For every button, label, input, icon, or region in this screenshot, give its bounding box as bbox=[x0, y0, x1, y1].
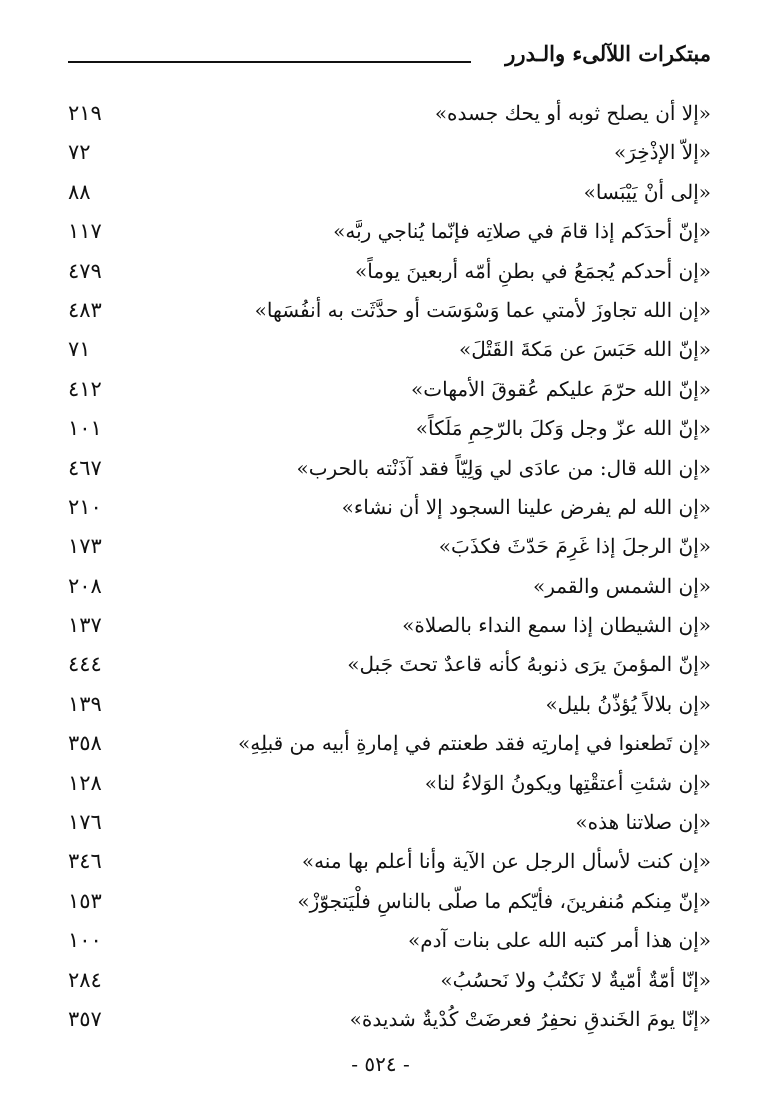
entry-page-number: ١٠١ bbox=[68, 416, 102, 441]
index-entry bbox=[68, 94, 711, 133]
entry-text: «إلى أنْ يَيْبَسا» bbox=[583, 179, 711, 204]
index-entry bbox=[68, 330, 711, 369]
entry-text: «إن بلالاً يُؤذّنُ بليل» bbox=[545, 691, 711, 716]
entry-page-number: ١٥٣ bbox=[68, 888, 102, 913]
entry-page-number: ٤١٢ bbox=[68, 376, 102, 401]
index-entry bbox=[68, 133, 711, 172]
index-entry bbox=[68, 173, 711, 212]
index-entry bbox=[68, 409, 711, 448]
entry-text: «إنّ الله عزّ وجل وَكلَ بالرّحِمِ مَلَكاً» bbox=[415, 416, 711, 441]
entry-page-number: ٧١ bbox=[68, 337, 91, 362]
entry-page-number: ٤٧٩ bbox=[68, 258, 102, 283]
entry-text: «إن تَطعنوا في إمارتِه فقد طعنتم في إمارةِ أبيه من قبلِهِ» bbox=[238, 731, 711, 756]
index-entry bbox=[68, 291, 711, 330]
index-entry bbox=[68, 1000, 711, 1039]
entry-text: «إن صلاتنا هذه» bbox=[575, 810, 711, 835]
index-entry bbox=[68, 645, 711, 684]
entry-text: «إنّ أحدَكم إذا قامَ في صلاتِه فإنّما يُناجي ربَّه» bbox=[333, 219, 711, 244]
entry-page-number: ١١٧ bbox=[68, 219, 102, 244]
index-entry bbox=[68, 724, 711, 763]
entry-page-number: ٣٥٧ bbox=[68, 1006, 102, 1031]
entry-text: «إن الله تجاوزَ لأمتي عما وَسْوَسَت أو حدَّثَت به أنفُسَها» bbox=[254, 297, 711, 322]
index-entry bbox=[68, 212, 711, 251]
running-header bbox=[68, 34, 711, 74]
entry-page-number: ٢١٩ bbox=[68, 101, 102, 125]
entry-page-number: ٢٠٨ bbox=[68, 573, 102, 598]
index-entry bbox=[68, 370, 711, 409]
entry-text: «إلاّ الإذْخِرَ» bbox=[613, 140, 711, 165]
entry-text: «إن أحدكم يُجمَعُ في بطنِ أمّه أربعينَ يوماً» bbox=[355, 258, 711, 283]
entry-text: «إن شئتِ أعتقْتِها ويكونُ الوَلاءُ لنا» bbox=[424, 770, 711, 795]
entry-page-number: ١٣٧ bbox=[68, 613, 102, 638]
entry-text: «إن الشيطان إذا سمع النداء بالصلاة» bbox=[402, 613, 711, 638]
entry-page-number: ١٧٦ bbox=[68, 810, 102, 835]
entry-text: «إن الله لم يفرض علينا السجود إلا أن نشاء» bbox=[341, 494, 711, 519]
entry-text: «إلا أن يصلح ثوبه أو يحك جسده» bbox=[434, 101, 711, 125]
header-title: مبتكرات اللآلىء والـدرر bbox=[505, 41, 711, 66]
index-entry bbox=[68, 961, 711, 1000]
entry-text: «إنّا يومَ الخَندقِ نحفِرُ فعرضَتْ كُدْيةٌ شديدة» bbox=[349, 1006, 711, 1031]
index-entry bbox=[68, 685, 711, 724]
entry-page-number: ٤٤٤ bbox=[68, 652, 102, 677]
entry-text: «إنّا أمّةٌ أمّيةٌ لا نَكتُبُ ولا نَحسُبُ» bbox=[440, 967, 711, 992]
entry-page-number: ٤٨٣ bbox=[68, 297, 102, 322]
entry-text: «إنّ المؤمنَ يرَى ذنوبهُ كأنه قاعدٌ تحتَ جَبل» bbox=[347, 652, 711, 677]
hadith-index-list bbox=[68, 94, 711, 1039]
index-entry bbox=[68, 606, 711, 645]
entry-text: «إن هذا أمر كتبه الله على بنات آدم» bbox=[407, 928, 711, 953]
entry-page-number: ٣٥٨ bbox=[68, 731, 102, 756]
index-entry bbox=[68, 488, 711, 527]
entry-text: «إن الله قال: من عادَى لي وَلِيّاً فقد آذَنْته بالحرب» bbox=[296, 455, 711, 480]
index-entry bbox=[68, 252, 711, 291]
index-entry bbox=[68, 527, 711, 566]
page-number: - ٥٢٤ - bbox=[351, 1052, 410, 1076]
entry-page-number: ١٧٣ bbox=[68, 534, 102, 559]
entry-page-number: ١٢٨ bbox=[68, 770, 102, 795]
entry-page-number: ١٠٠ bbox=[68, 928, 102, 953]
entry-text: «إن كنت لأسأل الرجل عن الآية وأنا أعلم بها منه» bbox=[301, 849, 711, 874]
entry-page-number: ٢٨٤ bbox=[68, 967, 102, 992]
entry-page-number: ٢١٠ bbox=[68, 494, 102, 519]
index-entry bbox=[68, 803, 711, 842]
entry-page-number: ٧٢ bbox=[68, 140, 91, 165]
entry-text: «إنّ الله حَبَسَ عن مَكةَ القَتْلَ» bbox=[459, 337, 711, 362]
index-entry bbox=[68, 449, 711, 488]
entry-page-number: ٣٤٦ bbox=[68, 849, 102, 874]
header-rule bbox=[68, 61, 471, 63]
index-entry bbox=[68, 764, 711, 803]
entry-text: «إنّ الله حرّمَ عليكم عُقوقَ الأمهات» bbox=[411, 376, 711, 401]
entry-text: «إنّ الرجلَ إذا غَرِمَ حَدّثَ فكذَبَ» bbox=[438, 534, 711, 559]
index-entry bbox=[68, 567, 711, 606]
index-entry bbox=[68, 842, 711, 881]
entry-text: «إنّ مِنكم مُنفرينَ، فأيّكم ما صلّى بالناسِ فلْيَتجوّزْ» bbox=[297, 888, 711, 913]
entry-page-number: ١٣٩ bbox=[68, 691, 102, 716]
index-entry bbox=[68, 882, 711, 921]
entry-text: «إن الشمس والقمر» bbox=[532, 573, 711, 598]
entry-page-number: ٨٨ bbox=[68, 179, 91, 204]
index-entry bbox=[68, 921, 711, 960]
entry-page-number: ٤٦٧ bbox=[68, 455, 102, 480]
